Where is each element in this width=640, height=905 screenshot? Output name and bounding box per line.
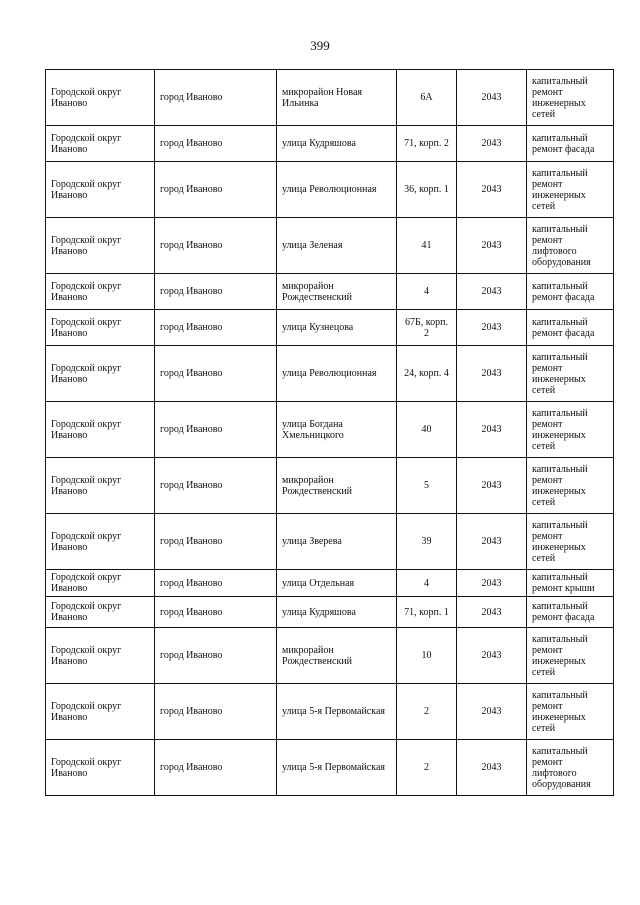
city-cell: город Иваново — [155, 740, 277, 796]
work-type-cell: капитальный ремонт фасада — [527, 597, 614, 628]
house-cell: 39 — [397, 514, 457, 570]
year-cell: 2043 — [457, 346, 527, 402]
house-cell: 41 — [397, 218, 457, 274]
work-type-cell: капитальный ремонт инженерных сетей — [527, 70, 614, 126]
house-cell: 2 — [397, 684, 457, 740]
year-cell: 2043 — [457, 310, 527, 346]
table-row — [46, 402, 614, 458]
city-cell: город Иваново — [155, 162, 277, 218]
district-cell: Городской округ Иваново — [46, 514, 155, 570]
street-cell: микрорайон Рождественский — [277, 274, 397, 310]
city-cell: город Иваново — [155, 274, 277, 310]
city-cell: город Иваново — [155, 70, 277, 126]
street-cell: микрорайон Рождественский — [277, 458, 397, 514]
year-cell: 2043 — [457, 218, 527, 274]
table-row — [46, 514, 614, 570]
table-row — [46, 740, 614, 796]
work-type-cell: капитальный ремонт лифтового оборудования — [527, 740, 614, 796]
table-row — [46, 570, 614, 597]
house-cell: 6А — [397, 70, 457, 126]
repair-schedule-table — [45, 69, 614, 796]
table-row — [46, 597, 614, 628]
work-type-cell: капитальный ремонт фасада — [527, 310, 614, 346]
house-cell: 71, корп. 1 — [397, 597, 457, 628]
street-cell: улица Революционная — [277, 162, 397, 218]
house-cell: 4 — [397, 274, 457, 310]
city-cell: город Иваново — [155, 597, 277, 628]
city-cell: город Иваново — [155, 628, 277, 684]
street-cell: микрорайон Новая Ильинка — [277, 70, 397, 126]
street-cell: улица 5-я Первомайская — [277, 684, 397, 740]
year-cell: 2043 — [457, 684, 527, 740]
table-row — [46, 218, 614, 274]
table-row — [46, 628, 614, 684]
street-cell: микрорайон Рождественский — [277, 628, 397, 684]
district-cell: Городской округ Иваново — [46, 628, 155, 684]
district-cell: Городской округ Иваново — [46, 126, 155, 162]
street-cell: улица Богдана Хмельницкого — [277, 402, 397, 458]
year-cell: 2043 — [457, 514, 527, 570]
work-type-cell: капитальный ремонт инженерных сетей — [527, 628, 614, 684]
work-type-cell: капитальный ремонт инженерных сетей — [527, 458, 614, 514]
street-cell: улица Кудряшова — [277, 126, 397, 162]
street-cell: улица 5-я Первомайская — [277, 740, 397, 796]
table-row — [46, 310, 614, 346]
district-cell: Городской округ Иваново — [46, 740, 155, 796]
city-cell: город Иваново — [155, 310, 277, 346]
work-type-cell: капитальный ремонт инженерных сетей — [527, 684, 614, 740]
table-row — [46, 274, 614, 310]
year-cell: 2043 — [457, 628, 527, 684]
street-cell: улица Кудряшова — [277, 597, 397, 628]
district-cell: Городской округ Иваново — [46, 70, 155, 126]
table-row — [46, 70, 614, 126]
year-cell: 2043 — [457, 458, 527, 514]
table-row — [46, 162, 614, 218]
work-type-cell: капитальный ремонт фасада — [527, 126, 614, 162]
year-cell: 2043 — [457, 570, 527, 597]
table-row — [46, 458, 614, 514]
page-number: 399 — [310, 38, 330, 53]
district-cell: Городской округ Иваново — [46, 218, 155, 274]
district-cell: Городской округ Иваново — [46, 274, 155, 310]
house-cell: 5 — [397, 458, 457, 514]
house-cell: 10 — [397, 628, 457, 684]
street-cell: улица Отдельная — [277, 570, 397, 597]
city-cell: город Иваново — [155, 458, 277, 514]
house-cell: 71, корп. 2 — [397, 126, 457, 162]
work-type-cell: капитальный ремонт инженерных сетей — [527, 162, 614, 218]
street-cell: улица Революционная — [277, 346, 397, 402]
work-type-cell: капитальный ремонт крыши — [527, 570, 614, 597]
district-cell: Городской округ Иваново — [46, 346, 155, 402]
year-cell: 2043 — [457, 126, 527, 162]
city-cell: город Иваново — [155, 514, 277, 570]
district-cell: Городской округ Иваново — [46, 310, 155, 346]
city-cell: город Иваново — [155, 570, 277, 597]
city-cell: город Иваново — [155, 218, 277, 274]
city-cell: город Иваново — [155, 126, 277, 162]
district-cell: Городской округ Иваново — [46, 162, 155, 218]
year-cell: 2043 — [457, 597, 527, 628]
district-cell: Городской округ Иваново — [46, 684, 155, 740]
district-cell: Городской округ Иваново — [46, 570, 155, 597]
work-type-cell: капитальный ремонт инженерных сетей — [527, 402, 614, 458]
city-cell: город Иваново — [155, 402, 277, 458]
house-cell: 2 — [397, 740, 457, 796]
street-cell: улица Зверева — [277, 514, 397, 570]
table-row — [46, 126, 614, 162]
work-type-cell: капитальный ремонт фасада — [527, 274, 614, 310]
table-row — [46, 684, 614, 740]
house-cell: 24, корп. 4 — [397, 346, 457, 402]
house-cell: 40 — [397, 402, 457, 458]
house-cell: 36, корп. 1 — [397, 162, 457, 218]
table-row — [46, 346, 614, 402]
work-type-cell: капитальный ремонт лифтового оборудования — [527, 218, 614, 274]
work-type-cell: капитальный ремонт инженерных сетей — [527, 514, 614, 570]
district-cell: Городской округ Иваново — [46, 597, 155, 628]
district-cell: Городской округ Иваново — [46, 458, 155, 514]
house-cell: 67Б, корп. 2 — [397, 310, 457, 346]
house-cell: 4 — [397, 570, 457, 597]
street-cell: улица Зеленая — [277, 218, 397, 274]
year-cell: 2043 — [457, 162, 527, 218]
district-cell: Городской округ Иваново — [46, 402, 155, 458]
year-cell: 2043 — [457, 402, 527, 458]
year-cell: 2043 — [457, 274, 527, 310]
work-type-cell: капитальный ремонт инженерных сетей — [527, 346, 614, 402]
city-cell: город Иваново — [155, 346, 277, 402]
city-cell: город Иваново — [155, 684, 277, 740]
year-cell: 2043 — [457, 740, 527, 796]
street-cell: улица Кузнецова — [277, 310, 397, 346]
year-cell: 2043 — [457, 70, 527, 126]
